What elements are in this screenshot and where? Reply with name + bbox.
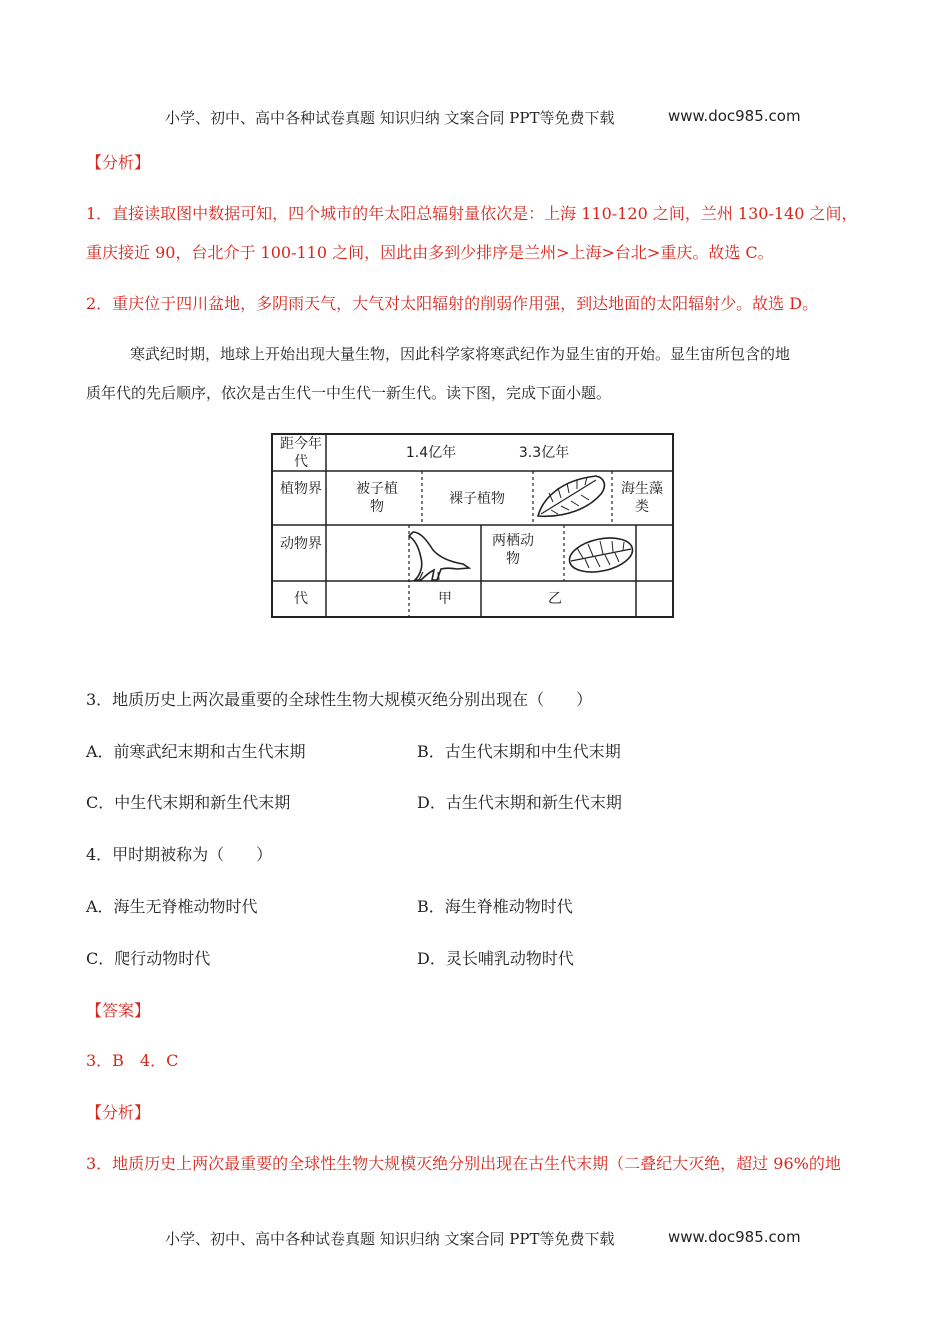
footer-url[interactable]: www.doc985.com bbox=[668, 1228, 801, 1246]
q3-option-b[interactable]: B．古生代末期和中生代末期 bbox=[417, 742, 621, 761]
age-1-4: 1.4亿年 bbox=[405, 445, 457, 461]
era-jia: 甲 bbox=[438, 591, 452, 607]
amphibian-label: 两栖动物 bbox=[492, 533, 534, 567]
intro-line2: 质年代的先后顺序，依次是古生代一中生代一新生代。读下图，完成下面小题。 bbox=[86, 384, 612, 402]
q4-option-c[interactable]: C．爬行动物时代 bbox=[86, 949, 211, 968]
answer-text: 3．B 4．C bbox=[86, 1051, 179, 1070]
answer-tag: 【答案】 bbox=[86, 1001, 151, 1020]
row-era-label: 代 bbox=[294, 591, 308, 607]
q3-option-d[interactable]: D．古生代末期和新生代末期 bbox=[417, 793, 622, 812]
q4-option-a[interactable]: A．海生无脊椎动物时代 bbox=[86, 897, 258, 916]
dinosaur-fossil-icon bbox=[409, 532, 469, 580]
figure-grid bbox=[271, 433, 674, 618]
analysis-p2: 2．重庆位于四川盆地，多阴雨天气，大气对太阳辐射的削弱作用强，到达地面的太阳辐射少。故选 D。 bbox=[86, 294, 819, 313]
marine-algae-label: 海生藻类 bbox=[621, 481, 663, 515]
era-yi: 乙 bbox=[548, 591, 562, 607]
q3-stem: 3．地质历史上两次最重要的全球性生物大规模灭绝分别出现在（ ） bbox=[86, 690, 593, 709]
age-3-3: 3.3亿年 bbox=[518, 445, 570, 461]
row-plant-label: 植物界 bbox=[280, 481, 322, 497]
q4-option-b[interactable]: B．海生脊椎动物时代 bbox=[417, 897, 573, 916]
q3-option-a[interactable]: A．前寒武纪末期和古生代末期 bbox=[86, 742, 306, 761]
footer-text: 小学、初中、高中各种试卷真题 知识归纳 文案合同 PPT等免费下载 bbox=[165, 1230, 615, 1248]
analysis2-p3: 3．地质历史上两次最重要的全球性生物大规模灭绝分别出现在古生代末期（二叠纪大灭绝，超过 96%的地 bbox=[86, 1154, 841, 1173]
analysis-p1-line2: 重庆接近 90，台北介于 100-110 之间，因此由多到少排序是兰州>上海>台北>重庆。故选 C。 bbox=[86, 243, 774, 262]
header-text: 小学、初中、高中各种试卷真题 知识归纳 文案合同 PPT等免费下载 bbox=[165, 109, 615, 127]
q4-option-d[interactable]: D．灵长哺乳动物时代 bbox=[417, 949, 574, 968]
analysis-p1-line1: 1．直接读取图中数据可知，四个城市的年太阳总辐射量依次是：上海 110-120 之间，兰州 130-140 之间， bbox=[86, 204, 858, 223]
intro-line1: 寒武纪时期，地球上开始出现大量生物，因此科学家将寒武纪作为显生宙的开始。显生宙所包含的地 bbox=[130, 345, 791, 363]
fish-fossil-icon bbox=[566, 533, 635, 578]
plant-fossil-icon bbox=[538, 476, 604, 516]
geologic-era-figure bbox=[271, 433, 674, 618]
q3-option-c[interactable]: C．中生代末期和新生代末期 bbox=[86, 793, 291, 812]
analysis2-tag: 【分析】 bbox=[86, 1103, 151, 1122]
header-url[interactable]: www.doc985.com bbox=[668, 107, 801, 125]
row-age-label: 距今年代 bbox=[280, 436, 322, 470]
angiosperm-label: 被子植物 bbox=[356, 481, 398, 515]
row-animal-label: 动物界 bbox=[280, 536, 322, 552]
q4-stem: 4．甲时期被称为（ ） bbox=[86, 845, 273, 864]
analysis-tag: 【分析】 bbox=[86, 153, 151, 172]
gymnosperm-label: 裸子植物 bbox=[449, 491, 505, 507]
